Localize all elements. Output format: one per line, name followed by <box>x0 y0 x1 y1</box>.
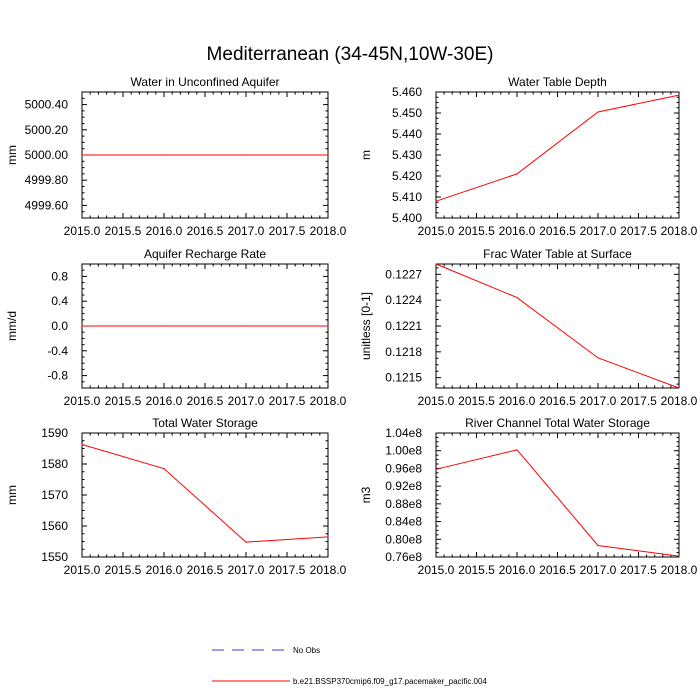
data-point <box>163 325 164 326</box>
x-tick-label: 2015.5 <box>458 394 495 408</box>
y-tick-label: 0.96e8 <box>385 461 422 476</box>
x-tick-label: 2015.0 <box>63 563 101 577</box>
x-tick-label: 2016.5 <box>186 563 224 577</box>
data-point <box>516 449 517 450</box>
x-tick-label: 2018.0 <box>660 563 698 577</box>
x-tick-label: 2017.5 <box>620 224 657 238</box>
y-axis-label: mm <box>5 145 19 165</box>
y-tick-label: 1560 <box>41 519 68 533</box>
y-tick-label: 1590 <box>41 426 68 440</box>
y-tick-label: 0.92e8 <box>385 479 422 494</box>
x-tick-label: 2015.0 <box>417 394 455 408</box>
y-tick-label: 0.4 <box>51 294 68 309</box>
data-point <box>435 201 436 202</box>
x-tick-label: 2015.5 <box>458 563 495 577</box>
panel-title: River Channel Total Water Storage <box>465 416 650 430</box>
y-tick-label: -0.4 <box>47 343 68 358</box>
y-tick-label: 5.410 <box>391 190 422 204</box>
x-tick-label: 2016.0 <box>145 394 183 408</box>
data-point <box>81 325 82 326</box>
data-point <box>81 154 82 155</box>
x-tick-label: 2018.0 <box>309 563 347 577</box>
x-tick-label: 2015.0 <box>63 224 101 238</box>
y-tick-label: 1570 <box>41 488 68 502</box>
y-axis-label: m <box>359 150 373 160</box>
y-tick-label: 0.8 <box>51 269 68 284</box>
x-tick-label: 2018.0 <box>660 224 698 238</box>
y-tick-label: 5000.20 <box>24 122 68 137</box>
data-point <box>327 536 328 537</box>
data-point <box>678 387 679 388</box>
legend-label-model-run: b.e21.BSSP370cmip6.f09_g17.pacemaker_pacific.004 <box>293 677 487 686</box>
data-point <box>245 325 246 326</box>
y-tick-label: 5000.40 <box>24 97 68 112</box>
data-point <box>245 542 246 543</box>
data-point <box>327 154 328 155</box>
panel-title: Total Water Storage <box>152 416 258 430</box>
x-tick-label: 2015.0 <box>417 224 455 238</box>
x-tick-label: 2016.0 <box>145 224 183 238</box>
y-tick-label: 0.1227 <box>385 267 422 282</box>
y-tick-label: 1.04e8 <box>385 426 422 440</box>
y-tick-label: 0.1218 <box>385 344 422 359</box>
y-tick-label: 0.84e8 <box>385 514 422 529</box>
x-tick-label: 2017.5 <box>268 394 306 408</box>
y-tick-label: 5.400 <box>391 211 422 225</box>
x-tick-label: 2017.5 <box>620 394 657 408</box>
y-tick-label: 0.88e8 <box>385 496 422 511</box>
x-tick-label: 2017.0 <box>227 563 265 577</box>
y-tick-label: 5000.00 <box>24 148 68 162</box>
y-tick-label: 0.1221 <box>385 319 422 333</box>
legend-label-no-obs: No Obs <box>293 646 321 655</box>
data-point <box>678 95 679 96</box>
x-tick-label: 2016.5 <box>186 394 224 408</box>
x-tick-label: 2017.0 <box>227 224 265 238</box>
y-tick-label: 5.450 <box>391 106 422 120</box>
data-point <box>163 154 164 155</box>
x-tick-label: 2015.0 <box>63 394 101 408</box>
data-point <box>678 556 679 557</box>
y-tick-label: 4999.80 <box>24 173 68 188</box>
y-tick-label: 5.440 <box>391 127 422 141</box>
data-point <box>245 154 246 155</box>
data-point <box>163 468 164 469</box>
y-tick-label: 0.1215 <box>385 370 422 385</box>
panel-title: Water in Unconfined Aquifer <box>130 75 280 89</box>
x-tick-label: 2015.5 <box>104 563 142 577</box>
y-tick-label: 0.80e8 <box>385 532 422 547</box>
y-tick-label: 1.00e8 <box>385 443 422 458</box>
data-point <box>516 173 517 174</box>
panel-title: Aquifer Recharge Rate <box>143 247 267 261</box>
data-point <box>435 263 436 264</box>
x-tick-label: 2017.5 <box>268 224 306 238</box>
x-tick-label: 2018.0 <box>660 394 698 408</box>
x-tick-label: 2017.5 <box>620 563 657 577</box>
x-tick-label: 2016.0 <box>145 563 183 577</box>
y-tick-label: 0.76e8 <box>385 550 422 564</box>
panel-title: Frac Water Table at Surface <box>483 247 632 261</box>
data-point <box>597 545 598 546</box>
y-tick-label: 4999.60 <box>24 198 68 213</box>
figure-title: Mediterranean (34-45N,10W-30E) <box>206 44 494 65</box>
y-tick-label: 0.0 <box>51 319 68 333</box>
x-tick-label: 2016.5 <box>539 394 576 408</box>
y-tick-label: 1550 <box>41 550 68 564</box>
x-tick-label: 2015.5 <box>104 224 142 238</box>
data-point <box>81 444 82 445</box>
y-tick-label: 5.460 <box>391 85 422 99</box>
x-tick-label: 2016.5 <box>539 563 576 577</box>
x-tick-label: 2016.0 <box>498 563 536 577</box>
y-axis-label: mm <box>5 485 19 505</box>
x-tick-label: 2017.5 <box>268 563 306 577</box>
y-axis-label: mm/d <box>5 311 19 341</box>
x-tick-label: 2017.0 <box>227 394 265 408</box>
data-point <box>327 325 328 326</box>
x-tick-label: 2016.0 <box>498 224 536 238</box>
x-tick-label: 2017.0 <box>579 224 617 238</box>
data-point <box>597 111 598 112</box>
x-tick-label: 2015.0 <box>417 563 455 577</box>
x-tick-label: 2016.5 <box>186 224 224 238</box>
x-tick-label: 2017.0 <box>579 394 617 408</box>
panel-title: Water Table Depth <box>508 75 607 89</box>
data-point <box>597 357 598 358</box>
y-tick-label: -0.8 <box>47 368 68 383</box>
x-tick-label: 2017.0 <box>579 563 617 577</box>
y-tick-label: 5.430 <box>391 148 422 162</box>
y-tick-label: 0.1224 <box>385 293 422 308</box>
data-point <box>516 297 517 298</box>
y-axis-label: m3 <box>359 486 373 504</box>
x-tick-label: 2016.0 <box>498 394 536 408</box>
y-axis-label: unitless [0-1] <box>359 291 373 361</box>
x-tick-label: 2016.5 <box>539 224 576 238</box>
data-point <box>435 469 436 470</box>
x-tick-label: 2018.0 <box>309 394 347 408</box>
x-tick-label: 2018.0 <box>309 224 347 238</box>
x-tick-label: 2015.5 <box>104 394 142 408</box>
x-tick-label: 2015.5 <box>458 224 495 238</box>
y-tick-label: 5.420 <box>391 169 422 183</box>
y-tick-label: 1580 <box>41 457 68 471</box>
